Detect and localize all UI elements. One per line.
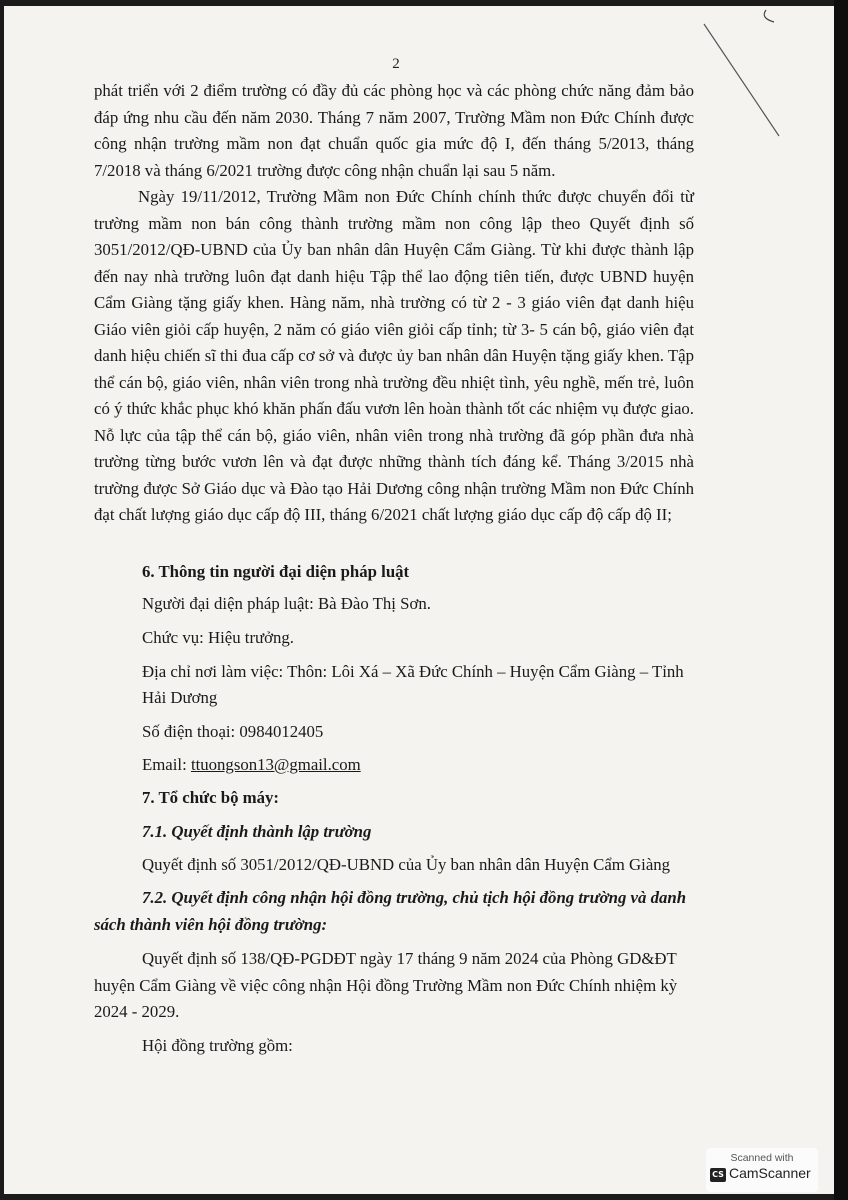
paragraph-history <box>94 78 694 184</box>
paragraph-achievements <box>94 184 694 529</box>
section-7-2-heading-line-1: 7.2. Quyết định công nhận hội đồng trường, chủ tịch hội đồng trường và danh <box>142 888 687 907</box>
phone-number: Số điện thoại: 0984012405 <box>142 722 324 741</box>
camscanner-brand: CamScanner <box>729 1165 811 1181</box>
scanned-with-label: Scanned with <box>730 1152 794 1164</box>
dark-edge <box>834 0 848 1200</box>
section-7-2-text-line-1: Quyết định số 138/QĐ-PGDĐT ngày 17 tháng 9 năm 2024 của Phòng GD&ĐT <box>142 949 677 968</box>
section-7-1-text: Quyết định số 3051/2012/QĐ-UBND của Ủy ban nhân dân Huyện Cẩm Giàng <box>142 855 671 874</box>
section-7-heading: 7. Tổ chức bộ máy: <box>142 788 280 807</box>
section-7-2-text-line-2: huyện Cẩm Giàng về việc công nhận Hội đồng Trường Mầm non Đức Chính nhiệm kỳ <box>94 976 678 995</box>
section-7-2-heading-line-2: sách thành viên hội đồng trường: <box>94 915 328 934</box>
email-link[interactable]: ttuongson13@gmail.com <box>190 755 361 774</box>
section-6-heading: 6. Thông tin người đại diện pháp luật <box>142 562 410 581</box>
section-7-1-heading: 7.1. Quyết định thành lập trường <box>142 822 372 841</box>
council-intro: Hội đồng trường gồm: <box>142 1036 293 1055</box>
work-address-line-2: Hải Dương <box>142 688 218 707</box>
email-label: Email: <box>142 755 191 774</box>
email-line <box>142 755 361 775</box>
position: Chức vụ: Hiệu trưởng. <box>142 628 294 647</box>
paragraph-history-text: phát triển với 2 điểm trường có đầy đủ các phòng học và các phòng chức năng đảm bảo đáp ứng nhu cầu đến năm 2030. Tháng 7 năm 2007, Trường Mầm non Đức Chính được công nhận trường mầm non đạt chuẩn quốc gia mức độ I, đến tháng 5/2013, tháng 7/2018 và tháng 6/2021 trường được công nhận chuẩn lại sau 5 năm. <box>94 81 694 180</box>
page-number: 2 <box>392 56 400 72</box>
camscanner-watermark <box>706 1148 818 1192</box>
scanned-page <box>4 6 834 1194</box>
camscanner-logo-icon: CS <box>710 1168 726 1182</box>
work-address-line-1: Địa chỉ nơi làm việc: Thôn: Lôi Xá – Xã Đức Chính – Huyện Cẩm Giàng – Tỉnh <box>142 662 684 681</box>
legal-representative: Người đại diện pháp luật: Bà Đào Thị Sơn. <box>142 594 431 613</box>
paragraph-achievements-text: Ngày 19/11/2012, Trường Mầm non Đức Chính chính thức được chuyển đổi từ trường mầm non bán công thành trường mầm non công lập theo Quyết định số 3051/2012/QĐ-UBND của Ủy ban nhân dân Huyện Cẩm Giàng. Từ khi được thành lập đến nay nhà trường luôn đạt danh hiệu Tập thể lao động tiên tiến, được UBND huyện Cẩm Giàng tặng giấy khen. Hàng năm, nhà trường có từ 2 - 3 giáo viên đạt danh hiệu Giáo viên giỏi cấp huyện, 2 năm có giáo viên giỏi cấp tỉnh; từ 3- 5 cán bộ, giáo viên đạt danh hiệu chiến sĩ thi đua cấp cơ sở và được ủy ban nhân dân Huyện tặng giấy khen. Tập thể cán bộ, giáo viên, nhân viên trong nhà trường đều nhiệt tình, yêu nghề, mến trẻ, luôn có ý thức khắc phục khó khăn phấn đấu vươn lên hoàn thành tốt các nhiệm vụ được giao. Nỗ lực của tập thể cán bộ, giáo viên, nhân viên trong nhà trường đã góp phần đưa nhà trường từng bước vươn lên và đạt được những thành tích đáng kể. Tháng 3/2015 nhà trường được Sở Giáo dục và Đào tạo Hải Dương công nhận trường Mầm non Đức Chính đạt chất lượng giáo dục cấp độ III, tháng 6/2021 chất lượng giáo dục cấp độ cấp độ II; <box>94 187 694 524</box>
section-7-2-text-line-3: 2024 - 2029. <box>94 1002 180 1021</box>
